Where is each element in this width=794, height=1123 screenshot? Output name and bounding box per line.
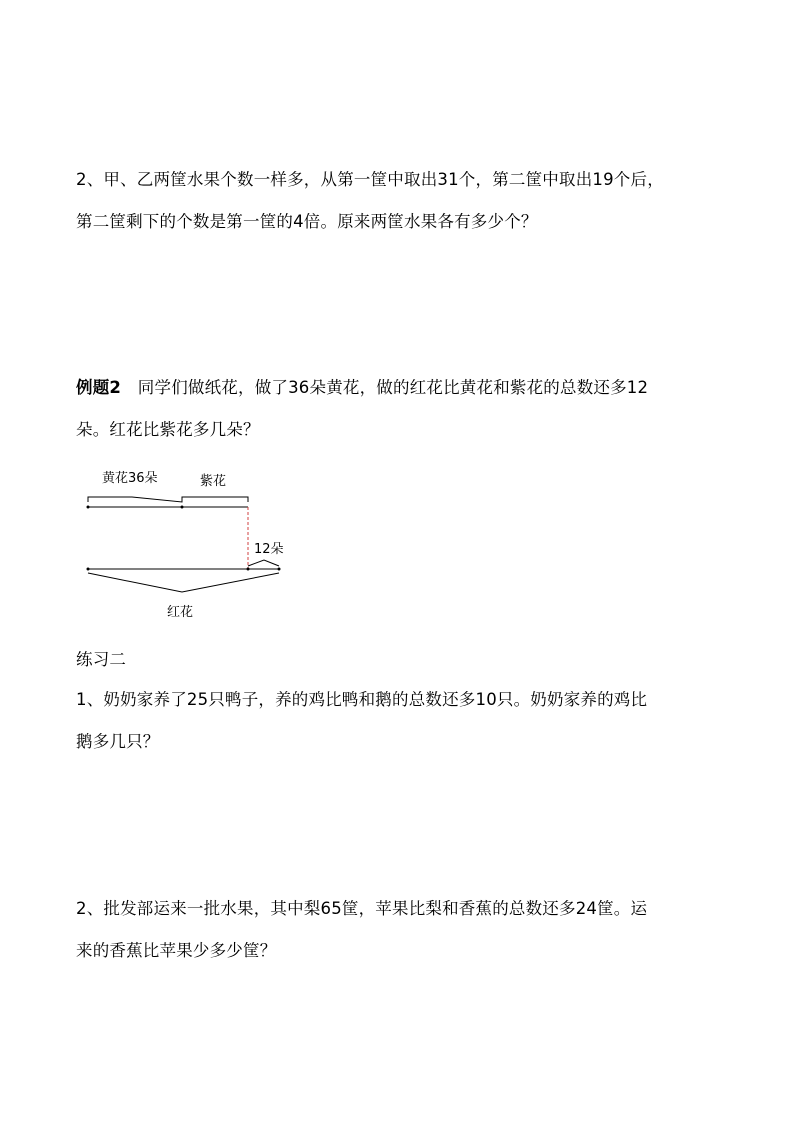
top-left-dot xyxy=(87,506,90,509)
practice-heading: 练习二 xyxy=(76,650,127,669)
practice-q2-line1: 2、批发部运来一批水果，其中梨65筐，苹果比梨和香蕉的总数还多24筐。运 xyxy=(76,899,648,918)
example2-text: 同学们做纸花，做了36朵黄花，做的红花比黄花和紫花的总数还多12 xyxy=(121,378,649,397)
bottom-left-dot xyxy=(87,568,90,571)
problem2-line2: 第二筐剩下的个数是第一筐的4倍。原来两筐水果各有多少个？ xyxy=(76,212,538,231)
yellow-brace xyxy=(88,497,248,502)
yellow-flower-label: 黄花36朵 xyxy=(102,471,158,486)
practice-q1-line2: 鹅多几只？ xyxy=(76,732,160,751)
red-flower-label: 红花 xyxy=(167,605,194,620)
example2-label: 例题2 xyxy=(76,378,122,397)
bottom-right-dot xyxy=(278,568,281,571)
bottom-mid-dot xyxy=(247,568,250,571)
extra-brace xyxy=(248,560,279,566)
top-mid-dot xyxy=(181,506,184,509)
red-brace xyxy=(88,573,279,592)
example2-line1 xyxy=(76,376,648,400)
purple-flower-label: 紫花 xyxy=(200,474,227,489)
problem2-line1: 2、甲、乙两筐水果个数一样多，从第一筐中取出31个，第二筐中取出19个后， xyxy=(76,170,664,189)
example2-line2: 朵。红花比紫花多几朵？ xyxy=(76,420,260,439)
practice-q1-line1: 1、奶奶家养了25只鸭子，养的鸡比鸭和鹅的总数还多10只。奶奶家养的鸡比 xyxy=(76,690,648,709)
extra-count-label: 12朵 xyxy=(254,542,284,557)
practice-q2-line2: 来的香蕉比苹果少多少筐？ xyxy=(76,941,277,960)
